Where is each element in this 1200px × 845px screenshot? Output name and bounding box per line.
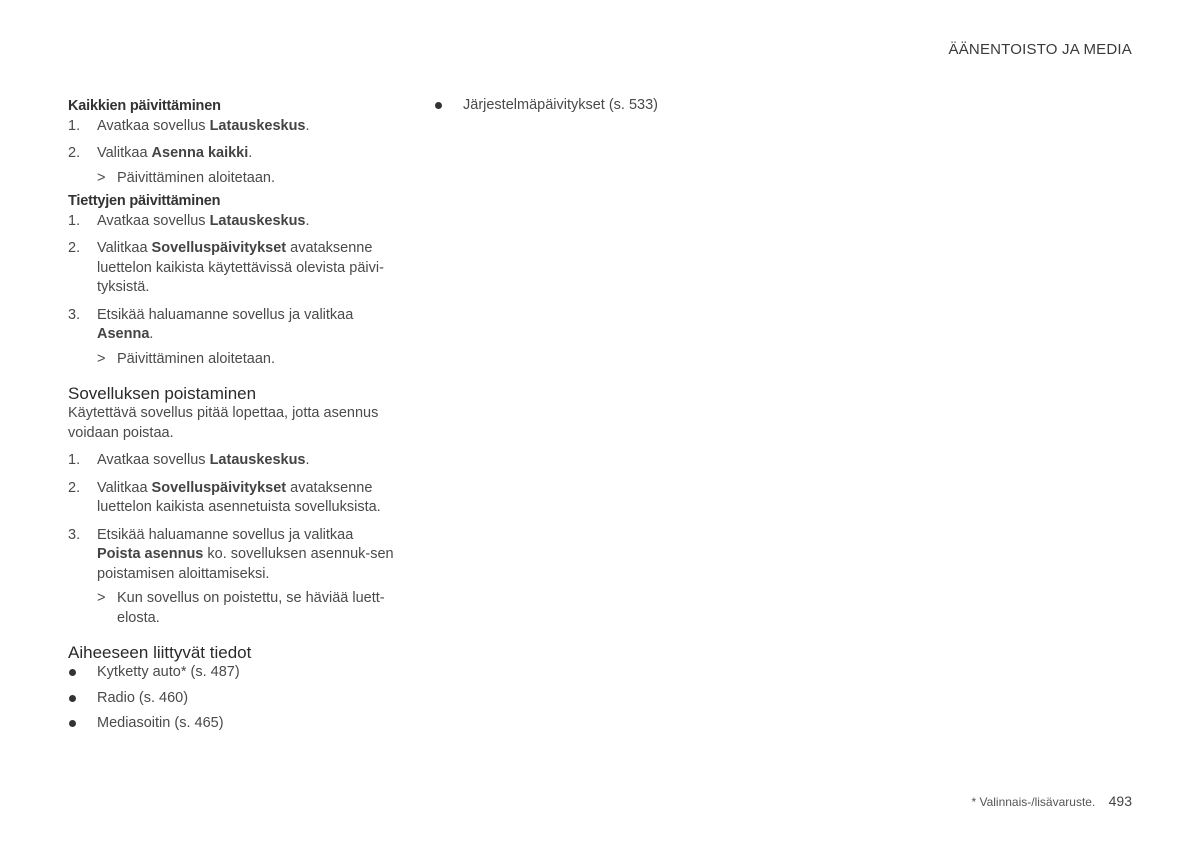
- step-number: 3.: [68, 526, 81, 543]
- step-text: .: [149, 326, 154, 342]
- bullet-icon: [435, 102, 442, 109]
- step-text: ko. sovelluksen asennuk-sen poistamisen aloittamiseksi.: [97, 546, 394, 582]
- step-number: 3.: [68, 306, 81, 323]
- step-keyword: Asenna: [97, 326, 150, 342]
- step-text: avataksenne luettelon kaikista asennetuista sovelluksista.: [97, 479, 381, 515]
- bullet-icon: [69, 669, 76, 676]
- step-number: 1.: [68, 117, 81, 134]
- step-text: Avatkaa sovellus: [97, 212, 210, 229]
- related-link-text[interactable]: Kytketty auto* (s. 487): [97, 664, 240, 680]
- update-all-steps: [68, 117, 398, 189]
- result-text: Päivittäminen aloitetaan.: [117, 350, 275, 367]
- result-arrow: >: [97, 169, 106, 186]
- step-text: .: [305, 452, 310, 468]
- remove-app-steps: [68, 451, 398, 628]
- step-text: Avatkaa sovellus: [97, 117, 210, 134]
- related-link-text[interactable]: Radio (s. 460): [97, 689, 189, 706]
- related-link-text[interactable]: Järjestelmäpäivitykset (s. 533): [463, 97, 659, 113]
- step-keyword: Sovelluspäivitykset: [151, 240, 287, 256]
- step-text: Valitkaa: [97, 240, 152, 256]
- step-keyword: Asenna kaikki: [151, 145, 249, 161]
- step-text: Valitkaa: [97, 479, 152, 496]
- step-text: Etsikää haluamanne sovellus ja valitkaa: [97, 306, 354, 323]
- step: [68, 306, 398, 370]
- step-text: Valitkaa: [97, 145, 152, 161]
- related-link[interactable]: [68, 689, 398, 709]
- remove-app-intro: Käytettävä sovellus pitää lopettaa, jotta asennus voidaan poistaa.: [68, 405, 379, 441]
- step-number: 2.: [68, 479, 81, 496]
- related-links: [68, 663, 398, 734]
- step: [68, 117, 398, 137]
- section-header: ÄÄNENTOISTO JA MEDIA: [948, 41, 1132, 58]
- step-number: 2.: [68, 240, 81, 256]
- step-text: Etsikää haluamanne sovellus ja valitkaa: [97, 526, 354, 543]
- bullet-icon: [69, 695, 76, 702]
- step-text: Avatkaa sovellus: [97, 452, 210, 468]
- step: [68, 526, 398, 629]
- step-text: .: [305, 212, 310, 229]
- step-keyword: Latauskeskus: [209, 117, 306, 134]
- page-number: 493: [1108, 793, 1132, 809]
- update-specific-heading: Tiettyjen päivittäminen: [68, 193, 221, 209]
- step: [68, 239, 398, 298]
- step-keyword: Poista asennus: [97, 546, 204, 562]
- result-text: Päivittäminen aloitetaan.: [117, 169, 275, 186]
- step: [68, 451, 398, 471]
- left-column: [68, 97, 398, 740]
- step: [68, 212, 398, 232]
- update-all-heading: Kaikkien päivittäminen: [68, 98, 221, 114]
- related-link[interactable]: [434, 96, 764, 116]
- update-specific-steps: [68, 212, 398, 370]
- step-text: .: [248, 145, 253, 161]
- right-column: [434, 96, 764, 122]
- related-link-text[interactable]: Mediasoitin (s. 465): [97, 715, 224, 731]
- step-keyword: Sovelluspäivitykset: [151, 479, 287, 496]
- step-result: [97, 589, 398, 628]
- step: [68, 144, 398, 188]
- related-heading: Aiheeseen liittyvät tiedot: [68, 643, 252, 662]
- step-number: 1.: [68, 452, 81, 468]
- bullet-icon: [69, 720, 76, 727]
- step-keyword: Latauskeskus: [209, 452, 306, 468]
- related-link[interactable]: [68, 714, 398, 734]
- related-links-continued: [434, 96, 764, 116]
- step-keyword: Latauskeskus: [209, 212, 306, 229]
- result-text: Kun sovellus on poistettu, se häviää luett-elosta.: [117, 590, 385, 626]
- page-footer: [971, 793, 1132, 809]
- step-result: [97, 169, 398, 189]
- result-arrow: >: [97, 350, 106, 367]
- step-text: .: [305, 117, 310, 134]
- remove-app-heading: Sovelluksen poistaminen: [68, 384, 257, 403]
- step: [68, 479, 398, 518]
- step-text: avataksenne luettelon kaikista käytettävissä olevista päivi-tyksistä.: [97, 240, 384, 295]
- footnote: * Valinnais-/lisävaruste.: [971, 795, 1096, 809]
- result-arrow: >: [97, 590, 106, 606]
- related-link[interactable]: [68, 663, 398, 683]
- step-number: 2.: [68, 145, 81, 161]
- step-number: 1.: [68, 212, 81, 229]
- step-result: [97, 350, 398, 370]
